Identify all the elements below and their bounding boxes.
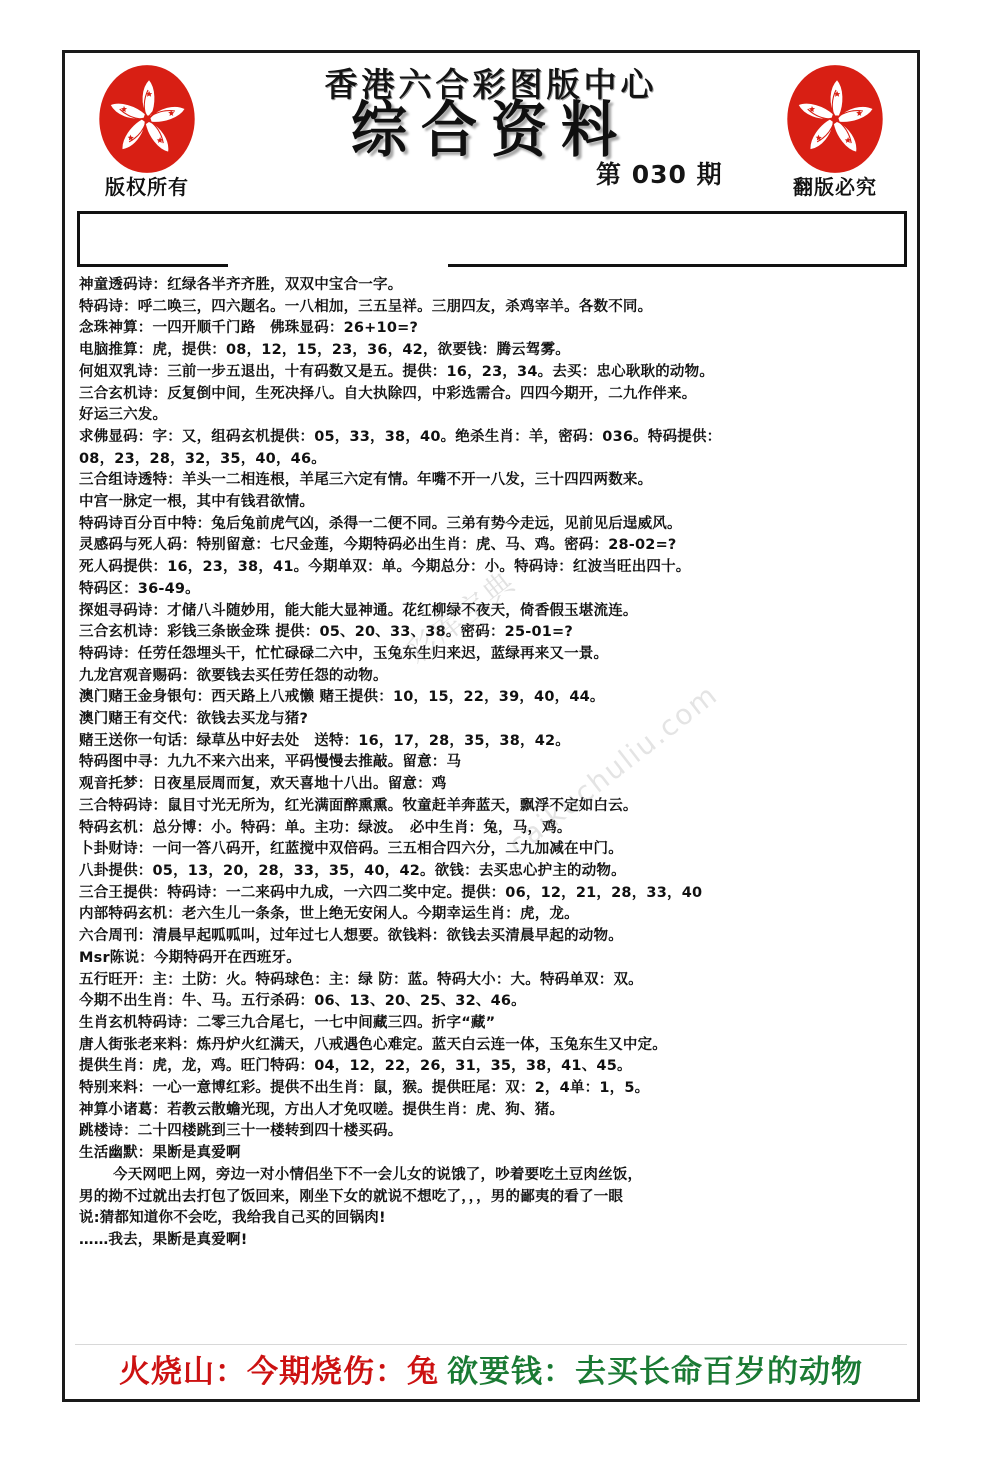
- content-area: [79, 275, 907, 1252]
- content-line: 观音托梦：日夜星辰周而复，欢天喜地十八出。留意：鸡: [79, 776, 447, 793]
- content-line: 特码诗：任劳任怨埋头干，忙忙碌碌二六中，玉兔东生归来迟，蓝绿再来又一景。: [79, 645, 609, 662]
- content-line: Msr陈说：今期特码开在西班牙。: [79, 949, 301, 966]
- masthead: [65, 53, 917, 199]
- content-line: 特码玄机：总分博：小。特码：单。主功：绿波。 必中生肖：兔，马，鸡。: [79, 819, 572, 836]
- content-line: 生肖玄机特码诗：二零三九合尾七，一七中间藏三四。折字“藏”: [79, 1014, 496, 1031]
- content-line: 唐人街张老来料：炼丹炉火红满天，八戒遇色心难定。蓝天白云连一体，玉兔东生又中定。: [79, 1036, 667, 1053]
- content-line: 死人码提供：16，23，38，41。今期单双：单。今期总分：小。特码诗：红波当旺出四十。: [79, 559, 691, 576]
- content-line: 今期不出生肖：牛、马。五行杀码：06、13、20、25、32、46。: [79, 993, 526, 1010]
- page-title: 香港六合彩图版中心: [324, 65, 658, 104]
- content-line: 念珠神算：一四开顺千门路 佛珠显码：26+10=?: [79, 320, 419, 337]
- content-line: 内部特码玄机：老六生儿一条条，世上绝无安闲人。今期幸运生肖：虎，龙。: [79, 906, 579, 923]
- footer-red-text: 火烧山：今期烧伤：兔: [119, 1353, 439, 1390]
- content-line: 何姐双乳诗：三前一步五退出，十有码数又是五。提供：16，23，34。去买：忠心耿耿的动物。: [79, 363, 715, 380]
- content-line: 08，23，28，32，35，40，46。: [79, 450, 326, 467]
- content-line: 神童透码诗：红绿各半齐齐胜，双双中宝合一字。: [79, 277, 403, 293]
- content-line: 特码图中寻：九九不来六出来，平码慢慢去推敲。留意：马: [79, 754, 462, 771]
- page-subtitle: 综合资料: [351, 94, 631, 166]
- copyright-notice-right: 翻版必究: [793, 175, 877, 199]
- content-line: 中宫一脉定一根，其中有钱君欲情。: [79, 494, 315, 511]
- joke-line: 今天网吧上网，旁边一对小情侣坐下不一会儿女的说饿了，吵着要吃土豆肉丝饭，: [113, 1166, 643, 1183]
- content-line: 提供生肖：虎，龙，鸡。旺门特码：04，12，22，26，31，35，38，41、45。: [79, 1058, 632, 1075]
- content-line: 八卦提供：05，13，20，28，33，35，40，42。欲钱：去买忠心护主的动物。: [79, 862, 626, 879]
- content-line: 九龙宫观音赐码：欲要钱去买任劳任怨的动物。: [79, 667, 388, 684]
- joke-line: ……我去，果断是真爱啊!: [79, 1231, 248, 1248]
- footer-banner: [75, 1344, 907, 1391]
- content-line: 特码诗：呼二唤三，四六题名。一八相加，三五呈祥。三朋四友，杀鸡宰羊。各数不同。: [79, 298, 653, 315]
- content-line: 求佛显码：字：又，组码玄机提供：05，33，38，40。绝杀生肖：羊，密码：036。特码提供：: [79, 428, 722, 445]
- content-line: 三合组诗透特：羊头一二相连根，羊尾三六定有情。年嘴不开一八发，三十四四两数来。: [79, 472, 653, 489]
- content-line: 神算小诸葛：若教云散蟾光现，方出人才免叹嗟。提供生肖：虎、狗、猪。: [79, 1101, 565, 1118]
- content-line: 三合玄机诗：反复倒中间，生死决择八。自大执除四，中彩选需合。四四今期开，二九作伴来。: [79, 385, 697, 402]
- content-line: 赌王送你一句话：绿草丛中好去处 送特：16，17，28，35，38，42。: [79, 732, 570, 749]
- watermark-url: caikuchuliu.com: [502, 677, 725, 862]
- content-line: 卜卦财诗：一问一答八码开，红蓝搅中双倍码。三五相合四六分，二九加减在中门。: [79, 841, 623, 858]
- subtitle-wrap: [65, 94, 917, 166]
- issue-number: 第 030 期: [596, 160, 723, 189]
- content-line: 六合周刊：清晨早起呱呱叫，过年过七人想要。欲钱料：欲钱去买清晨早起的动物。: [79, 928, 623, 945]
- content-line: 五行旺开：主：土防：火。特码球色：主：绿 防：蓝。特码大小：大。特码单双：双。: [79, 971, 643, 988]
- content-line: 澳门赌王金身银句：西天路上八戒懒 赌王提供：10，15，22，39，40，44。: [79, 689, 605, 706]
- content-line: 特别来料：一心一意博红彩。提供不出生肖：鼠，猴。提供旺尾：双：2，4单：1，5。: [79, 1080, 650, 1097]
- content-line: 跳楼诗：二十四楼跳到三十一楼转到四十楼买码。: [79, 1123, 403, 1140]
- notice-box: [77, 211, 907, 267]
- lottery-poster-page: [62, 50, 920, 1402]
- content-line: 澳门赌王有交代：欲钱去买龙与猪?: [79, 711, 309, 728]
- content-line: 灵感码与死人码：特别留意：七尺金莲，今期特码必出生肖：虎、马、鸡。密码：28-02=?: [79, 537, 677, 554]
- content-line: 三合玄机诗：彩钱三条嵌金珠 提供：05、20、33、38。密码：25-01=?: [79, 624, 573, 641]
- content-line: 特码区：36-49。: [79, 580, 200, 597]
- content-line: 三合特码诗：鼠目寸光无所为，红光满面醉熏熏。牧童赶羊奔蓝天，飘浮不定如白云。: [79, 797, 638, 814]
- content-line: 探姐寻码诗：才储八斗随妙用，能大能大显神通。花红柳绿不夜天，倚香假玉堪流连。: [79, 602, 638, 619]
- copyright-notice-left: 版权所有: [105, 175, 189, 199]
- watermark-text: 彩库宝典: [399, 564, 523, 671]
- joke-line: 男的拗不过就出去打包了饭回来，刚坐下女的就说不想吃了，，，男的鄙夷的看了一眼: [79, 1188, 624, 1205]
- joke-line: 说:猜都知道你不会吃，我给我自己买的回锅肉!: [79, 1210, 386, 1227]
- content-line: 三合王提供：特码诗：一二来码中九成，一六四二奖中定。提供：06，12，21，28，33，40: [79, 884, 703, 901]
- footer-green-text: 欲要钱：去买长命百岁的动物: [447, 1353, 863, 1390]
- content-line: 电脑推算：虎，提供：08，12，15，23，36，42，欲要钱：腾云驾雾。: [79, 342, 570, 359]
- content-line: 特码诗百分百中特：兔后兔前虎气凶，杀得一二便不同。三弟有势今走远，见前见后逞威风。: [79, 515, 682, 532]
- content-line: 生活幽默：果断是真爱啊: [79, 1145, 241, 1162]
- content-line: 好运三六发。: [79, 407, 168, 424]
